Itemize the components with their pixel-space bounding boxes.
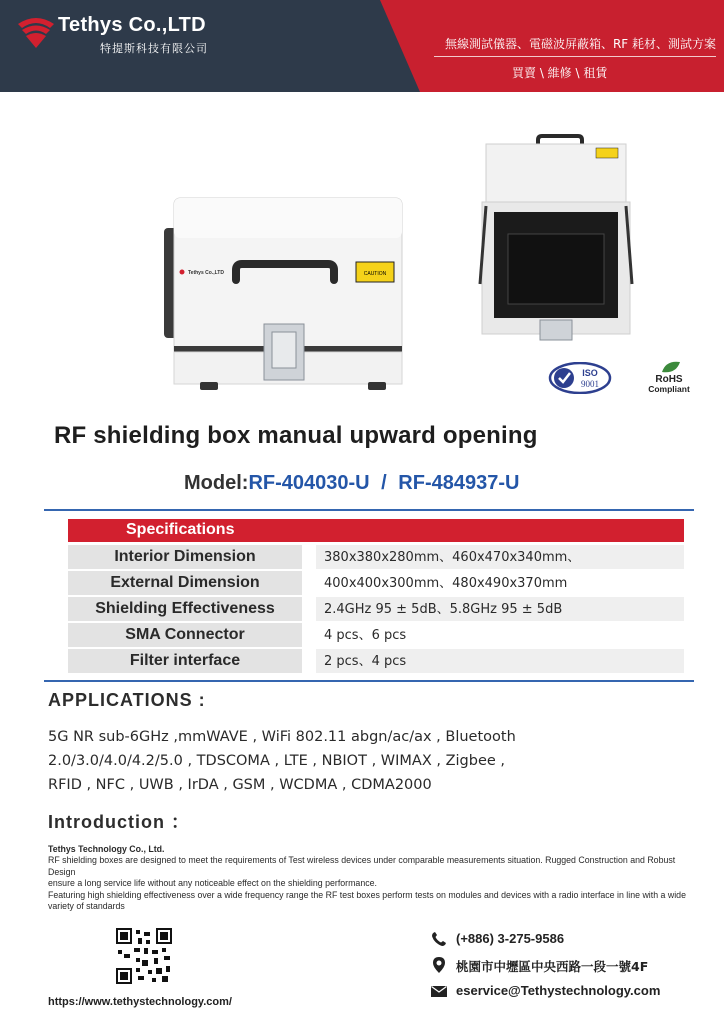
spec-value: 2.4GHz 95 ± 5dB、5.8GHz 95 ± 5dB <box>316 597 684 621</box>
spec-label: Filter interface <box>68 649 302 673</box>
spec-row <box>68 571 684 595</box>
spec-row <box>68 649 684 673</box>
iso-label: ISO <box>582 368 598 378</box>
iso-number: 9001 <box>581 379 599 389</box>
introduction-text <box>48 844 698 912</box>
company-name: Tethys Co.,LTD <box>58 14 206 36</box>
header-services: 買賣 \ 維修 \ 租賃 <box>512 66 608 80</box>
header-divider <box>434 56 716 57</box>
header-tagline: 無線測試儀器、電磁波屏蔽箱、RF 耗材、測試方案 <box>444 37 716 51</box>
spec-value: 4 pcs、6 pcs <box>316 623 684 647</box>
address-text: 桃園市中壢區中央西路一段一號4F <box>456 959 649 974</box>
location-pin-icon <box>430 956 448 974</box>
box-brand-label: Tethys Co.,LTD <box>188 270 224 276</box>
rohs-subtitle: Compliant <box>648 384 690 394</box>
model-b: RF-484937-U <box>398 472 520 494</box>
shielding-box-open-image <box>478 134 634 346</box>
spec-row <box>68 597 684 621</box>
introduction-line: ensure a long service life without any noticeable effect on the shielding performance. <box>48 878 377 889</box>
model-separator: / <box>381 472 387 494</box>
email-address: eservice@Tethystechnology.com <box>456 983 661 998</box>
envelope-icon <box>430 982 448 1000</box>
iso-9001-badge-icon <box>548 362 612 394</box>
spec-row <box>68 545 684 569</box>
spec-label: Interior Dimension <box>68 545 302 569</box>
introduction-line: Featuring high shielding effectiveness over a wide frequency range the RF test boxes perform tests on modules and devices with a radio interface in line with a wide variety of standards <box>48 889 686 912</box>
caution-label: CAUTION <box>363 271 387 277</box>
spec-value: 400x400x300mm、480x490x370mm <box>316 571 684 595</box>
divider-top <box>44 509 694 511</box>
rohs-title: RoHS <box>655 374 683 385</box>
applications-list <box>48 725 688 797</box>
company-name-chinese: 特提斯科技有限公司 <box>100 42 208 55</box>
page-title: RF shielding box manual upward opening <box>54 422 538 449</box>
applications-line: 2.0/3.0/4.0/4.2/5.0 , TDSCOMA , LTE , NBIOT , WIMAX , Zigbee , <box>48 753 506 769</box>
specs-heading: Specifications <box>126 521 235 538</box>
introduction-company: Tethys Technology Co., Ltd. <box>48 844 165 854</box>
spec-label: Shielding Effectiveness <box>68 597 302 621</box>
applications-line: RFID , NFC , UWB , IrDA , GSM , WCDMA , CDMA2000 <box>48 777 432 793</box>
spec-value: 380x380x280mm、460x470x340mm、 <box>316 545 684 569</box>
company-logo-icon <box>16 10 56 50</box>
spec-label: SMA Connector <box>68 623 302 647</box>
phone-icon <box>430 930 448 948</box>
model-prefix: Model: <box>184 472 249 494</box>
website-link[interactable]: https://www.tethystechnology.com/ <box>48 996 232 1008</box>
phone-number: (+886) 3-275-9586 <box>456 931 565 946</box>
spec-row <box>68 623 684 647</box>
rohs-compliant-badge-icon <box>636 360 702 396</box>
spec-label: External Dimension <box>68 571 302 595</box>
introduction-line: RF shielding boxes are designed to meet the requirements of Test wireless devices under comparable measurements situation. Rugged Construction and Robust Design <box>48 855 676 877</box>
spec-value: 2 pcs、4 pcs <box>316 649 684 673</box>
applications-line: 5G NR sub-6GHz ,mmWAVE , WiFi 802.11 abgn/ac/ax , Bluetooth <box>48 729 516 745</box>
specs-header <box>68 519 684 542</box>
introduction-heading: Introduction ： <box>48 812 190 832</box>
model-line <box>184 472 519 495</box>
applications-heading: APPLICATIONS : <box>48 690 206 710</box>
shielding-box-closed-image <box>160 192 406 396</box>
divider-bottom <box>44 680 694 682</box>
qr-code-icon[interactable] <box>116 928 172 984</box>
model-a: RF-404030-U <box>248 472 370 494</box>
